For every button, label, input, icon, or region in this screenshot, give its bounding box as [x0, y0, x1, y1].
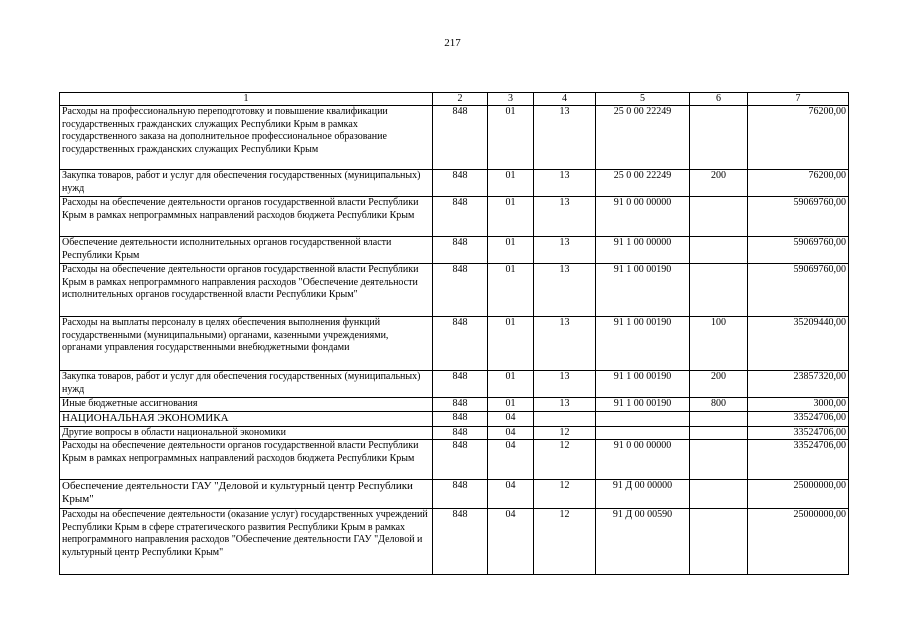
row-expense-type	[690, 440, 748, 480]
row-amount: 76200,00	[748, 170, 849, 197]
row-amount: 59069760,00	[748, 197, 849, 237]
row-target-code: 91 1 00 00190	[596, 317, 690, 371]
row-subsection-code: 12	[534, 426, 596, 440]
row-name: Закупка товаров, работ и услуг для обеспечения государственных (муниципальных) нужд	[60, 371, 433, 398]
row-amount: 59069760,00	[748, 237, 849, 264]
row-target-code: 91 1 00 00000	[596, 237, 690, 264]
header-row	[60, 93, 849, 106]
table-row	[60, 237, 849, 264]
table-body	[60, 106, 849, 575]
column-header-5: 5	[596, 93, 690, 106]
row-ministry-code: 848	[433, 106, 488, 170]
row-name: Расходы на обеспечение деятельности (оказание услуг) государственных учреждений Республики Крым в сфере стратегического развития Республики Крым в рамках непрограммного направления расходов "Обеспечение деятельности ГАУ "Деловой и культурный центр Республики Крым"	[60, 509, 433, 575]
row-section-code: 04	[488, 509, 534, 575]
row-target-code: 91 0 00 00000	[596, 197, 690, 237]
table-row	[60, 440, 849, 480]
row-amount: 23857320,00	[748, 371, 849, 398]
row-subsection-code: 12	[534, 480, 596, 509]
row-ministry-code: 848	[433, 197, 488, 237]
row-name: Расходы на профессиональную переподготовку и повышение квалификации государственных гражданских служащих Республики Крым в рамках государственного заказа на дополнительное профессиональное образование государственных гражданских служащих Республики Крым	[60, 106, 433, 170]
table-row	[60, 106, 849, 170]
row-subsection-code: 13	[534, 237, 596, 264]
row-amount: 35209440,00	[748, 317, 849, 371]
row-ministry-code: 848	[433, 480, 488, 509]
column-header-2: 2	[433, 93, 488, 106]
row-subsection-code	[534, 411, 596, 426]
row-section-code: 04	[488, 440, 534, 480]
row-target-code: 91 1 00 00190	[596, 264, 690, 317]
row-name: Расходы на выплаты персоналу в целях обеспечения выполнения функций государственными (муниципальными) органами, казенными учреждениями, органами управления государственными внебюджетными фондами	[60, 317, 433, 371]
row-subsection-code: 13	[534, 264, 596, 317]
row-name: Обеспечение деятельности исполнительных органов государственной власти Республики Крым	[60, 237, 433, 264]
row-name: Обеспечение деятельности ГАУ "Деловой и культурный центр Республики Крым"	[60, 480, 433, 509]
column-header-6: 6	[690, 93, 748, 106]
table-row	[60, 170, 849, 197]
row-section-code: 01	[488, 106, 534, 170]
row-ministry-code: 848	[433, 509, 488, 575]
table-row	[60, 264, 849, 317]
row-name: Расходы на обеспечение деятельности органов государственной власти Республики Крым в рамках непрограммных направлений расходов бюджета Республики Крым	[60, 197, 433, 237]
table-row	[60, 317, 849, 371]
budget-table	[59, 92, 849, 575]
row-ministry-code: 848	[433, 440, 488, 480]
row-name: Другие вопросы в области национальной экономики	[60, 426, 433, 440]
row-expense-type: 100	[690, 317, 748, 371]
table-row	[60, 371, 849, 398]
row-target-code: 91 1 00 00190	[596, 398, 690, 412]
row-name: Иные бюджетные ассигнования	[60, 398, 433, 412]
row-expense-type	[690, 237, 748, 264]
table-header	[60, 93, 849, 106]
column-header-1: 1	[60, 93, 433, 106]
row-target-code: 91 Д 00 00590	[596, 509, 690, 575]
row-section-code: 01	[488, 317, 534, 371]
row-ministry-code: 848	[433, 426, 488, 440]
row-subsection-code: 13	[534, 197, 596, 237]
row-expense-type	[690, 106, 748, 170]
row-amount: 25000000,00	[748, 480, 849, 509]
row-amount: 33524706,00	[748, 440, 849, 480]
table-row	[60, 426, 849, 440]
column-header-7: 7	[748, 93, 849, 106]
row-expense-type	[690, 411, 748, 426]
row-target-code	[596, 411, 690, 426]
row-subsection-code: 12	[534, 440, 596, 480]
row-subsection-code: 13	[534, 371, 596, 398]
row-amount: 3000,00	[748, 398, 849, 412]
row-amount: 25000000,00	[748, 509, 849, 575]
row-subsection-code: 13	[534, 106, 596, 170]
row-amount: 33524706,00	[748, 411, 849, 426]
table-row	[60, 411, 849, 426]
row-section-code: 04	[488, 411, 534, 426]
row-expense-type: 200	[690, 170, 748, 197]
row-name: Расходы на обеспечение деятельности органов государственной власти Республики Крым в рамках непрограммных направлений расходов бюджета Республики Крым	[60, 440, 433, 480]
row-ministry-code: 848	[433, 317, 488, 371]
table-row	[60, 197, 849, 237]
table-row	[60, 480, 849, 509]
row-section-code: 01	[488, 371, 534, 398]
table-row	[60, 398, 849, 412]
row-ministry-code: 848	[433, 237, 488, 264]
row-section-code: 01	[488, 237, 534, 264]
row-ministry-code: 848	[433, 398, 488, 412]
row-ministry-code: 848	[433, 264, 488, 317]
row-section-code: 01	[488, 170, 534, 197]
row-expense-type: 800	[690, 398, 748, 412]
row-section-code: 04	[488, 480, 534, 509]
row-ministry-code: 848	[433, 371, 488, 398]
row-section-code: 01	[488, 264, 534, 317]
column-header-4: 4	[534, 93, 596, 106]
row-subsection-code: 13	[534, 317, 596, 371]
row-subsection-code: 12	[534, 509, 596, 575]
row-target-code: 91 0 00 00000	[596, 440, 690, 480]
row-ministry-code: 848	[433, 170, 488, 197]
row-target-code	[596, 426, 690, 440]
row-section-code: 04	[488, 426, 534, 440]
row-target-code: 25 0 00 22249	[596, 170, 690, 197]
row-amount: 33524706,00	[748, 426, 849, 440]
row-amount: 76200,00	[748, 106, 849, 170]
row-name: НАЦИОНАЛЬНАЯ ЭКОНОМИКА	[60, 411, 433, 426]
row-target-code: 91 Д 00 00000	[596, 480, 690, 509]
row-ministry-code: 848	[433, 411, 488, 426]
row-expense-type	[690, 197, 748, 237]
row-expense-type	[690, 264, 748, 317]
row-expense-type	[690, 480, 748, 509]
row-name: Закупка товаров, работ и услуг для обеспечения государственных (муниципальных) нужд	[60, 170, 433, 197]
row-subsection-code: 13	[534, 170, 596, 197]
row-section-code: 01	[488, 197, 534, 237]
row-expense-type: 200	[690, 371, 748, 398]
row-name: Расходы на обеспечение деятельности органов государственной власти Республики Крым в рамках непрограммного направления расходов "Обеспечение деятельности исполнительных органов государственной власти Республики Крым"	[60, 264, 433, 317]
row-target-code: 25 0 00 22249	[596, 106, 690, 170]
row-target-code: 91 1 00 00190	[596, 371, 690, 398]
row-subsection-code: 13	[534, 398, 596, 412]
column-header-3: 3	[488, 93, 534, 106]
row-expense-type	[690, 509, 748, 575]
row-expense-type	[690, 426, 748, 440]
table-row	[60, 509, 849, 575]
row-section-code: 01	[488, 398, 534, 412]
row-amount: 59069760,00	[748, 264, 849, 317]
page-number: 217	[444, 37, 461, 49]
